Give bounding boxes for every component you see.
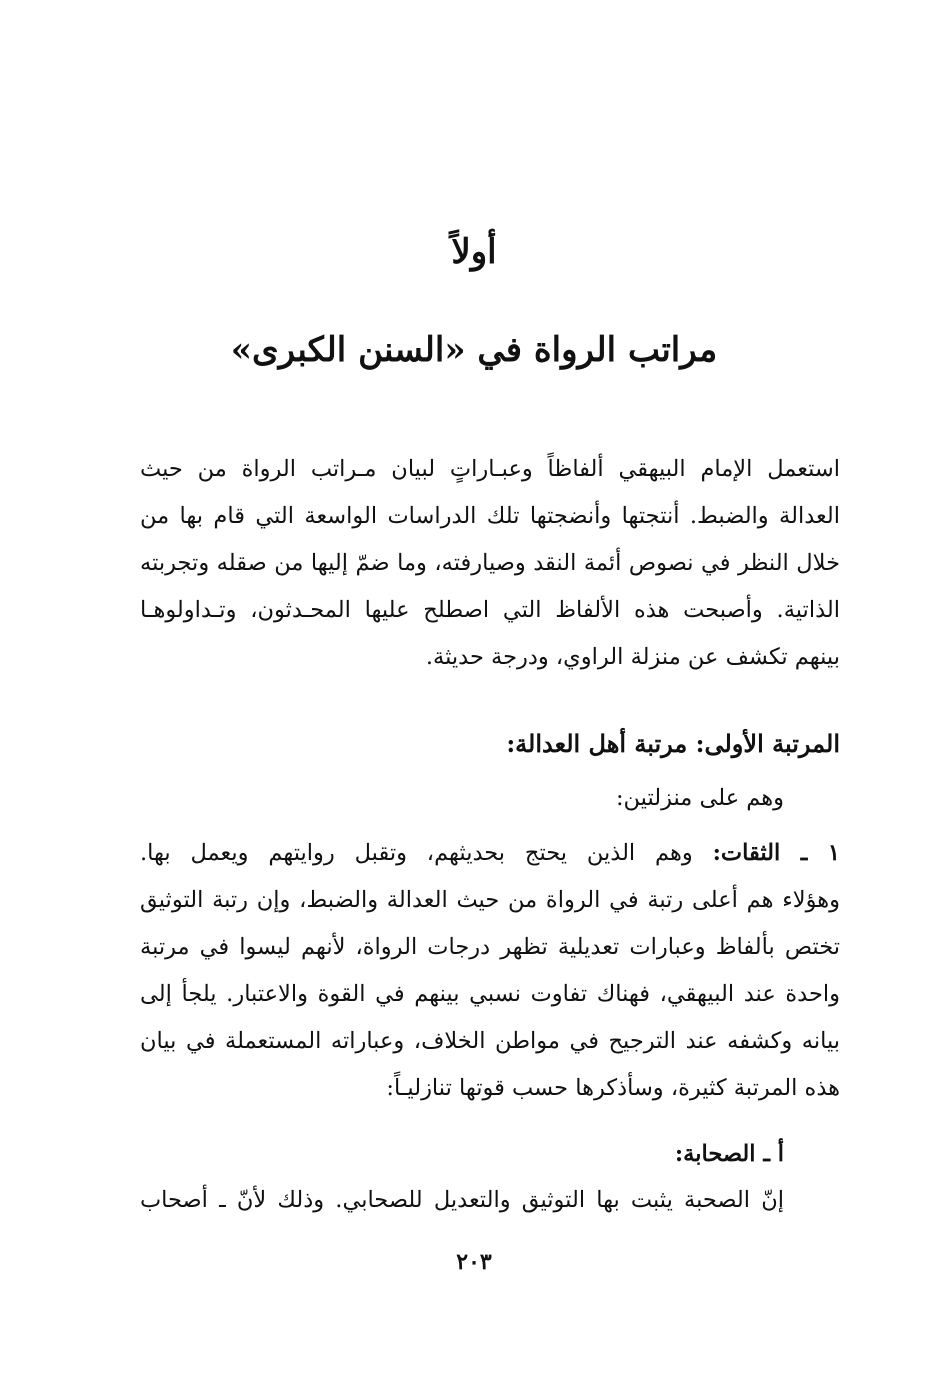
text-line: هذه المرتبة كثيرة، وسأذكرها حسب قوتها تنازليـاً: <box>386 1075 840 1101</box>
page-number: ٢٠٣ <box>456 1249 492 1275</box>
chapter-subheading: مراتب الرواة في «السنن الكبرى» <box>230 330 718 370</box>
text-line: الذاتية. وأصبحت هذه الألفاظ التي اصطلح عليها المحـدثون، وتـداولوهـا <box>140 597 840 623</box>
text-line: بينهم تكشف عن منزلة الراوي، ودرجة حديثة. <box>425 644 840 670</box>
two-ranks-line: وهم على منزلتين: <box>615 785 784 811</box>
text-line: بيانه وكشفه عند الترجيح في مواطن الخلاف، وعباراته المستعملة في بيان <box>140 1028 840 1054</box>
text-line: خلال النظر في نصوص أئمة النقد وصيارفته، وما ضمّ إليها من صقله وتجربته <box>140 550 840 576</box>
text-line: استعمل الإمام البيهقي ألفاظاً وعبـاراتٍ لبيان مـراتب الرواة من حيث <box>140 456 840 482</box>
intro-paragraph <box>140 446 840 681</box>
text-line: العدالة والضبط. أنتجتها وأنضجتها تلك الدراسات الواسعة التي قام بها من <box>140 503 840 529</box>
text-line: تختص بألفاظ وعبارات تعديلية تظهر درجات الرواة، لأنهم ليسوا في مرتبة <box>140 934 840 960</box>
text-line <box>140 830 840 877</box>
trustworthy-lead: ١ ـ الثقات: <box>712 840 840 866</box>
companions-line: إنّ الصحبة يثبت بها التوثيق والتعديل للصحابي. وذلك لأنّ ـ أصحاب <box>140 1187 784 1213</box>
companions-title: أ ـ الصحابة: <box>674 1141 784 1167</box>
trustworthy-paragraph <box>140 830 840 1112</box>
text-line: وهؤلاء هم أعلى رتبة في الرواة من حيث العدالة والضبط، وإن رتبة التوثيق <box>140 887 840 913</box>
text-line: واحدة عند البيهقي، فهناك تفاوت نسبي بينهم في القوة والاعتبار. يلجأ إلى <box>140 981 840 1007</box>
trustworthy-first-line: وهم الذين يحتج بحديثهم، وتقبل روايتهم ويعمل بها. <box>140 840 713 866</box>
chapter-heading: أولاً <box>451 232 497 272</box>
section-title: المرتبة الأولى: مرتبة أهل العدالة: <box>506 729 840 758</box>
